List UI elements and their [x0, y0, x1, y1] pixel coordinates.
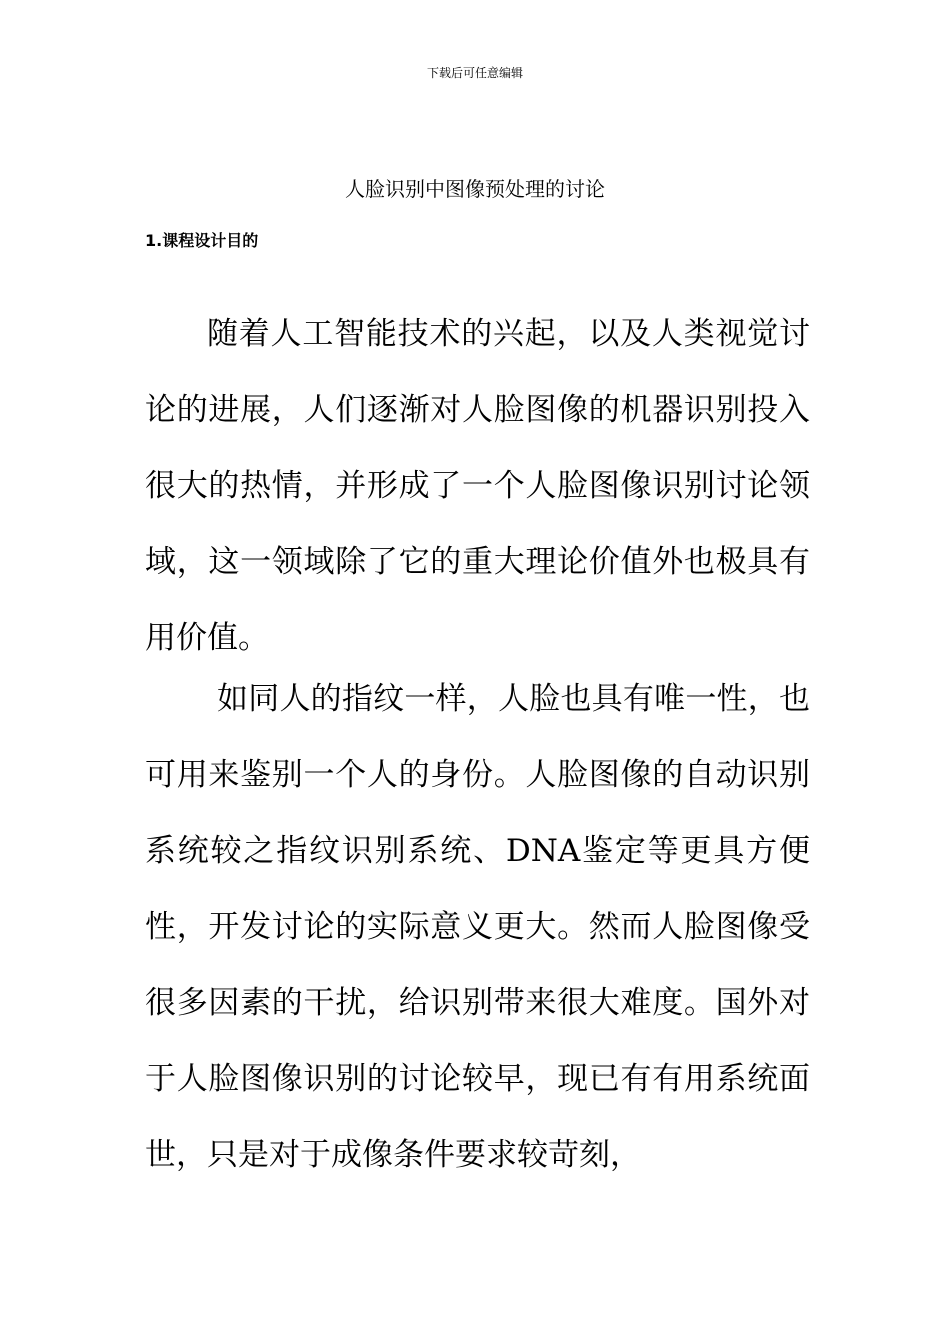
body-paragraph: 如同人的指纹一样，人脸也具有唯一性，也可用来鉴别一个人的身份。人脸图像的自动识别系统较之指纹识别系统、DNA鉴定等更具方便性，开发讨论的实际意义更大。然而人脸图像受很多因素的干扰，给识别带来很大难度。国外对于人脸图像识别的讨论较早，现已有有用系统面世，只是对于成像条件要求较苛刻， [145, 681, 810, 1173]
header-note: 下载后可任意编辑 [426, 66, 523, 80]
body-paragraph: 随着人工智能技术的兴起，以及人类视觉讨论的进展，人们逐渐对人脸图像的机器识别投入很大的热情，并形成了一个人脸图像识别讨论领域，这一领域除了它的重大理论价值外也极具有用价值。 [145, 316, 810, 656]
document-title: 人脸识别中图像预处理的讨论 [345, 177, 605, 201]
section-heading: 1.课程设计目的 [145, 231, 259, 250]
